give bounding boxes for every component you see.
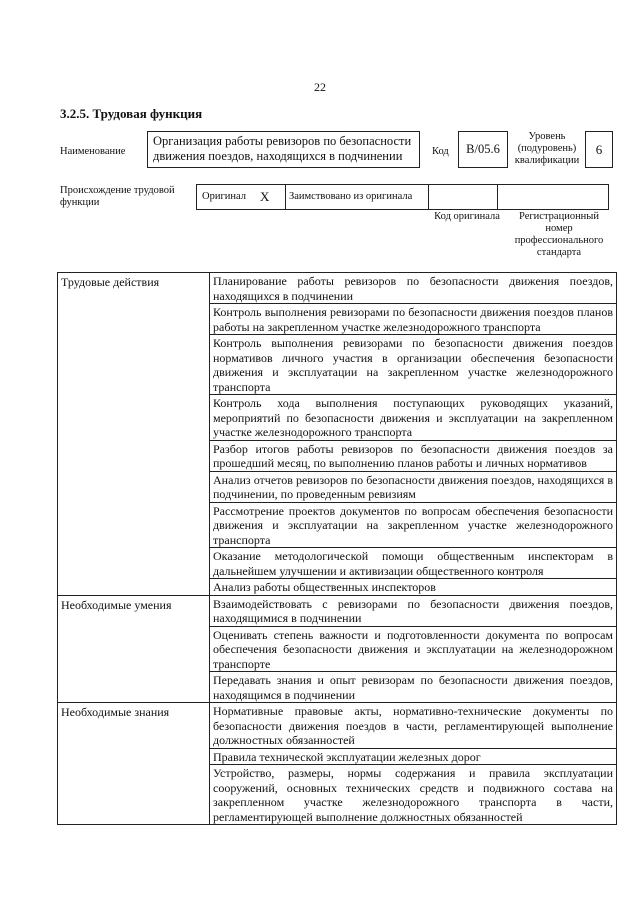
borrowed-label: Заимствовано из оригинала <box>289 191 413 202</box>
category-cell: Трудовые действия <box>58 273 210 596</box>
item-cell: Контроль хода выполнения поступающих руководящих указаний, мероприятий по безопасности движения и эксплуатации на закрепленном участке железнодорожного транспорта <box>210 395 617 441</box>
item-cell: Нормативные правовые акты, нормативно-технические документы по безопасности движения поездов в части, регламентирующей выполнение должностных обязанностей <box>210 703 617 749</box>
origin-label: Происхождение трудовой функции <box>60 185 175 208</box>
item-cell: Контроль выполнения ревизорами по безопасности движения поездов планов работы на закрепленном участке железнодорожного транспорта <box>210 304 617 335</box>
labor-function-table <box>57 272 617 825</box>
item-cell: Рассмотрение проектов документов по вопросам обеспечения безопасности движения и эксплуатации на закрепленном участке железнодорожного транспорта <box>210 502 617 548</box>
table-row <box>58 703 617 749</box>
origin-row <box>197 184 609 210</box>
item-cell: Анализ работы общественных инспекторов <box>210 579 617 596</box>
code-original-caption: Код оригинала <box>434 211 500 222</box>
table-row <box>58 273 617 304</box>
item-cell: Контроль выполнения ревизорами по безопасности движения поездов нормативов личного участия в организации обеспечения безопасности движения и эксплуатации на закрепленном участке железнодорожного транспорта <box>210 335 617 395</box>
level-value-box: 6 <box>585 131 613 168</box>
original-cell <box>196 184 286 210</box>
original-label: Оригинал <box>202 191 246 202</box>
code-label: Код <box>432 146 449 157</box>
item-cell: Оценивать степень важности и подготовленности документа по вопросам обеспечения безопасности движения и эксплуатации на железнодорожном транспорте <box>210 626 617 672</box>
section-title: 3.2.5. Трудовая функция <box>60 106 203 121</box>
item-cell: Взаимодействовать с ревизорами по безопасности движения поездов, находящимися в подчинении <box>210 595 617 626</box>
name-label: Наименование <box>60 146 126 157</box>
reg-number-cell <box>497 184 609 210</box>
item-cell: Разбор итогов работы ревизоров по безопасности движения поездов за прошедший месяц, по выполнению планов работы и личных нормативов <box>210 440 617 471</box>
function-code-box: B/05.6 <box>458 131 508 168</box>
original-mark: Х <box>260 189 270 204</box>
category-cell: Необходимые знания <box>58 703 210 825</box>
item-cell: Передавать знания и опыт ревизорам по безопасности движения поездов, находящимся в подчинении <box>210 672 617 703</box>
table-row <box>58 595 617 626</box>
page-number: 22 <box>314 80 326 94</box>
category-cell: Необходимые умения <box>58 595 210 703</box>
borrowed-cell <box>285 184 429 210</box>
item-cell: Правила технической эксплуатации железных дорог <box>210 748 617 765</box>
item-cell: Устройство, размеры, нормы содержания и правила эксплуатации сооружений, основных технических средств и подвижного состава на закрепленном участке железнодорожного транспорта в части, регламентирующей выполнение должностных обязанностей <box>210 765 617 825</box>
reg-number-caption: Регистрационный номер профессионального стандарта <box>514 211 604 258</box>
item-cell: Анализ отчетов ревизоров по безопасности движения поездов, находящихся в подчинении, по проведенным ревизиям <box>210 471 617 502</box>
level-label: Уровень (подуровень) квалификации <box>514 131 580 166</box>
code-original-cell <box>428 184 498 210</box>
function-name-box: Организация работы ревизоров по безопасности движения поездов, находящихся в подчинении <box>147 131 420 168</box>
item-cell: Оказание методологической помощи общественным инспекторам в дальнейшем улучшении и активизации общественного контроля <box>210 548 617 579</box>
item-cell: Планирование работы ревизоров по безопасности движения поездов, находящихся в подчинении <box>210 273 617 304</box>
